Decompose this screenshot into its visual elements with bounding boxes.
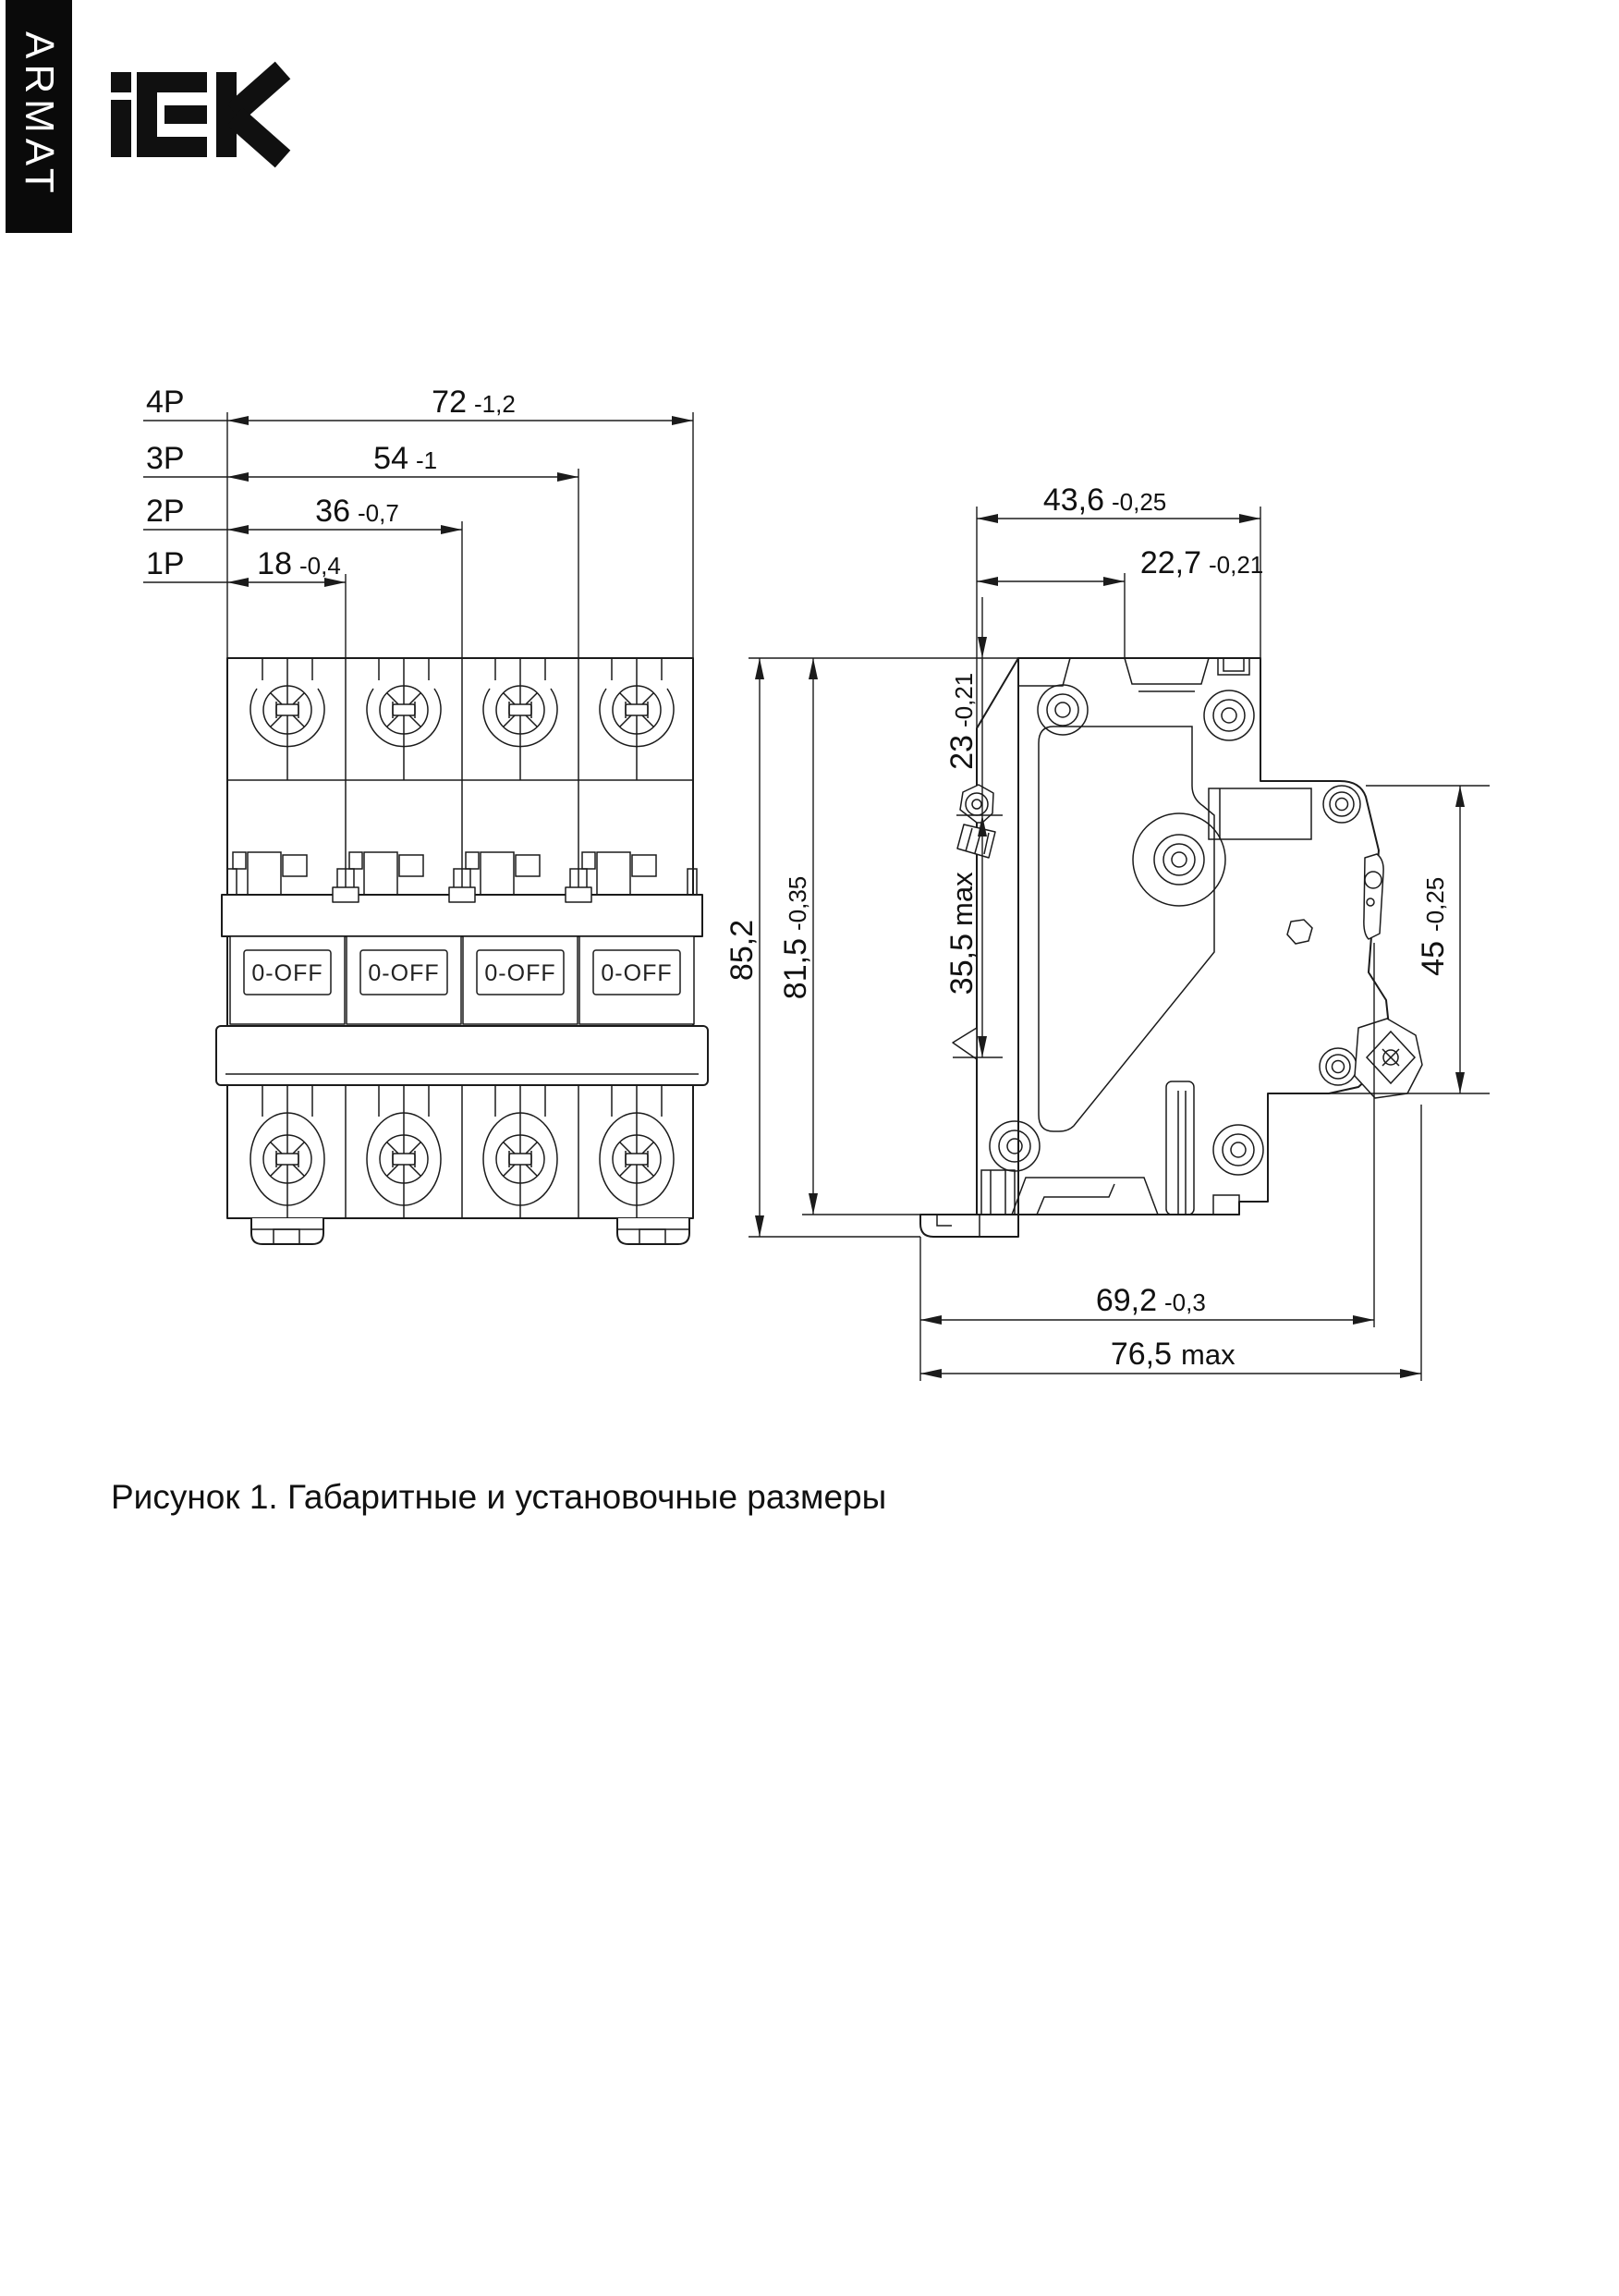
side-view-terminal-clamp — [1355, 1019, 1422, 1098]
svg-text:-0,21: -0,21 — [950, 672, 978, 727]
side-view-toggle-lever — [1364, 854, 1383, 939]
svg-text:3P: 3P — [146, 441, 185, 476]
dim-height-body — [778, 658, 818, 1215]
switch-state-label: 0-OFF — [368, 960, 440, 986]
svg-text:max: max — [1181, 1338, 1236, 1371]
svg-text:54: 54 — [373, 441, 408, 476]
dim-2p — [143, 494, 462, 534]
svg-text:36: 36 — [315, 494, 350, 529]
dim-front-panel-height — [1416, 786, 1465, 1093]
front-view-drawing — [143, 385, 708, 1244]
switch-state-label: 0-OFF — [484, 960, 556, 986]
brand-sidebar — [6, 0, 72, 233]
svg-text:4P: 4P — [146, 385, 185, 420]
svg-text:2P: 2P — [146, 494, 185, 529]
svg-text:-0,4: -0,4 — [299, 552, 341, 580]
svg-text:35,5: 35,5 — [944, 934, 980, 995]
iek-logo — [111, 70, 283, 159]
svg-text:-0,21: -0,21 — [1209, 551, 1264, 579]
dim-height-total — [724, 658, 764, 1237]
handle-window — [463, 936, 578, 1024]
front-view-din-clips — [251, 1218, 689, 1244]
svg-text:85,2: 85,2 — [724, 919, 760, 982]
svg-text:76,5: 76,5 — [1110, 1337, 1172, 1372]
side-view-drawing — [724, 482, 1490, 1381]
dim-depth-body — [920, 1283, 1374, 1325]
figure-caption: Рисунок 1. Габаритные и установочные размеры — [111, 1478, 887, 1516]
svg-text:-0,7: -0,7 — [358, 499, 399, 527]
handle-window — [579, 936, 694, 1024]
front-view-upper-band — [222, 887, 702, 936]
svg-text:-1: -1 — [416, 446, 438, 474]
dim-1p — [143, 546, 346, 587]
svg-text:-0,25: -0,25 — [1112, 488, 1167, 516]
svg-text:23: 23 — [944, 735, 980, 770]
svg-text:-1,2: -1,2 — [474, 390, 516, 418]
dim-depth-front-step — [977, 545, 1263, 586]
handle-window — [347, 936, 461, 1024]
switch-state-label: 0-OFF — [251, 960, 323, 986]
logo-i-dot — [111, 72, 131, 92]
dim-depth-upper — [977, 482, 1260, 523]
svg-text:-0,35: -0,35 — [784, 875, 811, 931]
dim-4p — [143, 385, 693, 425]
svg-text:1P: 1P — [146, 546, 185, 581]
handle-window — [230, 936, 345, 1024]
front-view-dimensions — [143, 385, 693, 658]
svg-text:45: 45 — [1416, 941, 1451, 976]
svg-text:-0,25: -0,25 — [1421, 876, 1449, 932]
logo-k-glyph — [216, 70, 283, 159]
svg-text:18: 18 — [257, 546, 292, 581]
svg-text:72: 72 — [432, 385, 467, 420]
side-view-body — [1018, 658, 1390, 1215]
dim-3p — [143, 441, 578, 482]
armat-vertical-label: ARMAT — [17, 31, 62, 199]
svg-text:22,7: 22,7 — [1139, 545, 1201, 580]
logo-i-stem — [111, 100, 131, 157]
front-view-handle-bar — [216, 1026, 708, 1085]
dim-depth-total — [920, 1337, 1421, 1378]
svg-text:-0,3: -0,3 — [1164, 1288, 1206, 1316]
logo-e-glyph — [137, 72, 207, 157]
svg-text:43,6: 43,6 — [1042, 482, 1104, 518]
svg-text:max: max — [946, 872, 979, 926]
switch-state-label: 0-OFF — [601, 960, 673, 986]
svg-text:69,2: 69,2 — [1095, 1283, 1157, 1318]
svg-text:81,5: 81,5 — [778, 938, 813, 1000]
